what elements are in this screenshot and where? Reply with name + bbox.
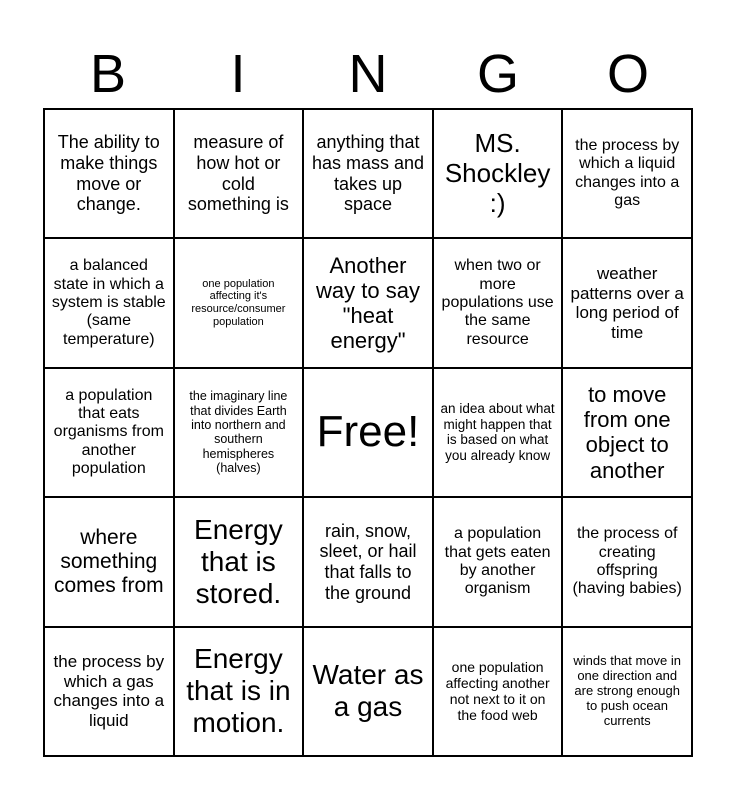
bingo-cell[interactable]	[562, 627, 692, 756]
bingo-cell[interactable]	[562, 368, 692, 497]
bingo-card	[43, 108, 693, 757]
cell-text: one population affecting another not next to it on the food web	[445, 659, 550, 724]
cell-text: Water as a gas	[312, 659, 424, 723]
bingo-cell[interactable]	[433, 238, 563, 367]
bingo-cell[interactable]	[433, 109, 563, 238]
bingo-cell[interactable]	[174, 627, 304, 756]
header-letter-n: N	[348, 44, 388, 104]
cell-text: Another way to say "heat energy"	[316, 252, 420, 354]
bingo-cell[interactable]	[44, 109, 174, 238]
free-space-cell[interactable]	[303, 368, 433, 497]
cell-text: the imaginary line that divides Earth into northern and southern hemispheres (halves)	[189, 389, 288, 476]
cell-text: a population that eats organisms from another population	[53, 386, 164, 478]
bingo-cell[interactable]	[303, 627, 433, 756]
bingo-cell[interactable]	[562, 109, 692, 238]
bingo-cell[interactable]	[303, 238, 433, 367]
cell-text: the process of creating offspring (having babies)	[572, 525, 682, 598]
bingo-cell[interactable]	[174, 497, 304, 626]
cell-text: Energy that is stored.	[194, 513, 283, 609]
cell-text: one population affecting it's resource/consumer population	[191, 277, 286, 328]
cell-text: weather patterns over a long period of time	[570, 264, 684, 342]
bingo-cell[interactable]	[174, 368, 304, 497]
header-letter-o: O	[606, 44, 649, 104]
cell-text: the process by which a liquid changes into a gas	[575, 136, 680, 210]
cell-text: MS. Shockley :)	[444, 127, 551, 218]
bingo-cell[interactable]	[44, 497, 174, 626]
cell-text: to move from one object to another	[583, 381, 671, 483]
header-letter-b: B	[89, 44, 127, 104]
bingo-cell[interactable]	[433, 627, 563, 756]
bingo-cell[interactable]	[303, 109, 433, 238]
cell-text: Energy that is in motion.	[186, 643, 291, 739]
cell-text: an idea about what might happen that is based on what you already know	[440, 401, 555, 463]
cell-text: anything that has mass and takes up space	[311, 132, 425, 215]
bingo-cell[interactable]	[44, 368, 174, 497]
cell-text: when two or more populations use the same resource	[441, 257, 554, 348]
cell-text: a balanced state in which a system is stable (same temperature)	[51, 257, 166, 348]
cell-text: winds that move in one direction and are strong enough to push ocean currents	[573, 652, 682, 728]
bingo-cell[interactable]	[44, 238, 174, 367]
bingo-cell[interactable]	[44, 627, 174, 756]
bingo-cell[interactable]	[433, 368, 563, 497]
bingo-cell[interactable]	[174, 109, 304, 238]
bingo-cell[interactable]	[562, 238, 692, 367]
bingo-cell[interactable]	[562, 497, 692, 626]
bingo-cell[interactable]	[174, 238, 304, 367]
header-letter-i: I	[230, 44, 246, 104]
header-letter-g: G	[476, 44, 519, 104]
bingo-cell[interactable]	[433, 497, 563, 626]
cell-text: The ability to make things move or change.	[57, 132, 160, 215]
cell-text: where something comes from	[53, 525, 164, 597]
bingo-header	[43, 40, 693, 108]
cell-text: the process by which a gas changes into a liquid	[53, 652, 165, 730]
cell-text: Free!	[316, 407, 420, 457]
cell-text: measure of how hot or cold something is	[187, 132, 289, 215]
bingo-cell[interactable]	[303, 497, 433, 626]
cell-text: a population that gets eaten by another organism	[444, 525, 551, 598]
cell-text: rain, snow, sleet, or hail that falls to the ground	[319, 520, 417, 603]
